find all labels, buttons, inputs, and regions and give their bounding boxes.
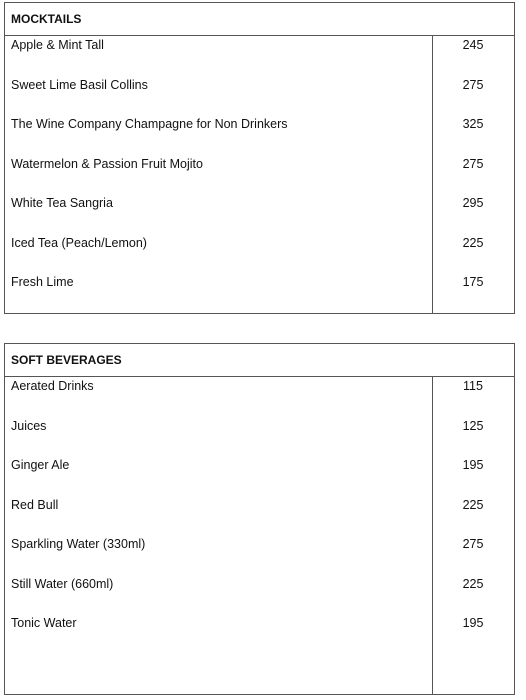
item-name: Sparkling Water (330ml) [11, 537, 146, 551]
item-name: Iced Tea (Peach/Lemon) [11, 236, 147, 250]
soft-beverages-table [4, 343, 515, 695]
item-price: 175 [462, 275, 484, 289]
mocktails-table [4, 2, 515, 314]
item-name: Juices [11, 419, 47, 433]
menu-row [5, 76, 514, 116]
item-price: 295 [462, 196, 484, 210]
menu-row [5, 194, 514, 234]
menu-row [5, 456, 514, 496]
menu-row [5, 115, 514, 155]
menu-row [5, 377, 514, 417]
item-name: White Tea Sangria [11, 196, 113, 210]
mocktails-rows [5, 36, 514, 313]
item-price: 195 [462, 458, 484, 472]
item-name: Red Bull [11, 498, 59, 512]
menu-row [5, 155, 514, 195]
item-name: Ginger Ale [11, 458, 70, 472]
item-price: 225 [462, 577, 484, 591]
item-name: Sweet Lime Basil Collins [11, 78, 148, 92]
item-name: Aerated Drinks [11, 379, 94, 393]
menu-row [5, 496, 514, 536]
menu-row [5, 234, 514, 274]
item-price: 195 [462, 616, 484, 630]
section-title-soft-beverages: SOFT BEVERAGES [5, 344, 514, 377]
item-price: 275 [462, 537, 484, 551]
menu-row [5, 36, 514, 76]
menu-row [5, 535, 514, 575]
item-name: Watermelon & Passion Fruit Mojito [11, 157, 203, 171]
item-price: 325 [462, 117, 484, 131]
item-name: The Wine Company Champagne for Non Drinkers [11, 117, 288, 131]
menu-row [5, 417, 514, 457]
item-price: 115 [463, 379, 483, 393]
menu-row [5, 575, 514, 615]
item-price: 225 [462, 236, 484, 250]
section-title-mocktails: MOCKTAILS [5, 3, 514, 36]
item-name: Still Water (660ml) [11, 577, 114, 591]
item-name: Apple & Mint Tall [11, 38, 104, 52]
item-price: 275 [462, 157, 484, 171]
menu-row [5, 273, 514, 313]
menu-row [5, 614, 514, 654]
item-name: Tonic Water [11, 616, 77, 630]
item-price: 275 [462, 78, 484, 92]
item-price: 225 [462, 498, 484, 512]
item-price: 125 [462, 419, 484, 433]
item-price: 245 [462, 38, 484, 52]
soft-beverages-rows [5, 377, 514, 694]
item-name: Fresh Lime [11, 275, 74, 289]
